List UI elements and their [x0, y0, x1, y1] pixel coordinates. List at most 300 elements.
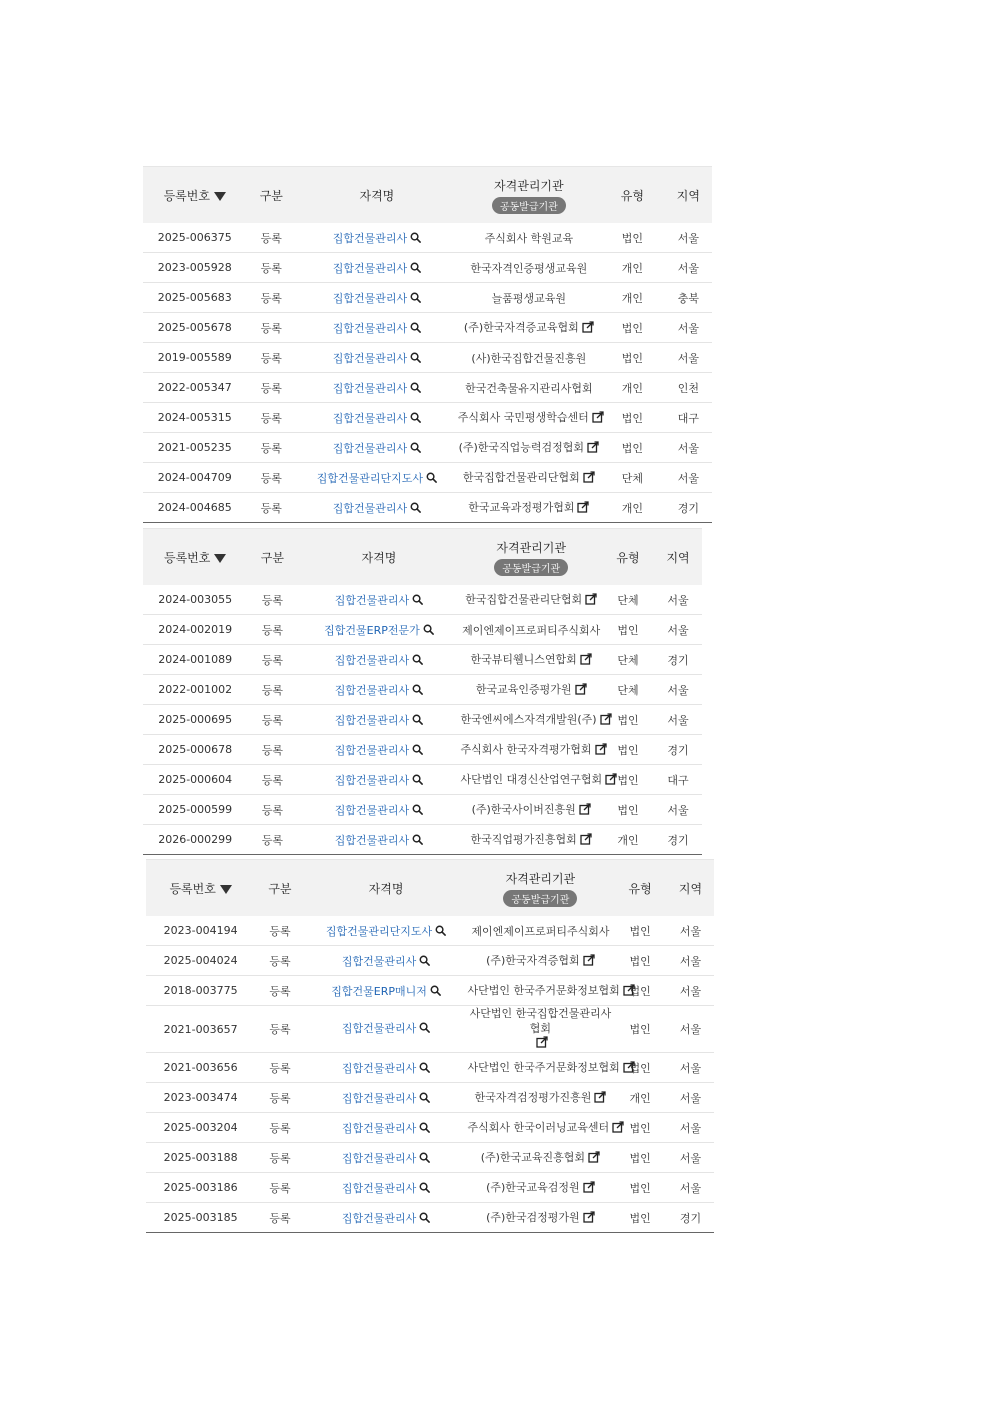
qualification-link[interactable]: 집합건물관리사 [334, 803, 410, 817]
qualification-link[interactable]: 집합건물관리사 [341, 954, 417, 968]
region: 경기 [654, 645, 702, 675]
search-icon[interactable] [419, 1182, 430, 1196]
table-row [146, 1143, 714, 1173]
region: 서울 [667, 1006, 714, 1053]
search-icon[interactable] [419, 1022, 430, 1037]
external-link-icon[interactable] [588, 1151, 600, 1166]
header-row [146, 860, 714, 917]
category: 등록 [247, 403, 297, 433]
institution-name: 한국뷰티웰니스연합회 [470, 653, 577, 667]
external-link-icon[interactable] [585, 593, 597, 608]
category: 등록 [247, 343, 297, 373]
table-row [143, 433, 712, 463]
qualification-link[interactable]: 집합건물관리단지도사 [325, 924, 433, 938]
registry-table-1 [143, 166, 712, 523]
category: 등록 [247, 313, 297, 343]
search-icon[interactable] [419, 1092, 430, 1106]
category: 등록 [247, 615, 297, 645]
qualification-link[interactable]: 집합건물관리단지도사 [316, 471, 424, 485]
qualification-cell [296, 493, 458, 523]
institution-name: 한국집합건물관리단협회 [465, 593, 583, 607]
search-icon[interactable] [419, 1152, 430, 1166]
table-row [146, 976, 714, 1006]
registry-table-3 [146, 859, 714, 1233]
qualification-link[interactable]: 집합건물관리사 [334, 593, 410, 607]
external-link-icon[interactable] [583, 1181, 595, 1196]
org-type: 법인 [600, 403, 665, 433]
table-row [143, 705, 702, 735]
org-type: 단체 [602, 675, 654, 705]
category: 등록 [247, 735, 297, 765]
qualification-link[interactable]: 집합건물관리사 [341, 1121, 417, 1135]
search-icon[interactable] [410, 322, 421, 336]
qualification-cell [305, 1006, 468, 1053]
org-type: 법인 [613, 1173, 667, 1203]
category: 등록 [255, 1143, 304, 1173]
col-category: 구분 [255, 860, 304, 917]
org-type: 법인 [613, 946, 667, 976]
col-reg-no[interactable]: 등록번호 [143, 529, 247, 586]
institution-name: (주)한국자격증협회 [486, 954, 580, 968]
institution-name: 주식회사 학원교육 [484, 231, 574, 245]
qualification-cell [297, 765, 460, 795]
reg-number: 2025-003188 [146, 1143, 255, 1173]
table-row [146, 1113, 714, 1143]
qualification-cell [297, 735, 460, 765]
sort-desc-icon[interactable] [220, 885, 232, 894]
institution-name: 한국교육과정평가협회 [468, 501, 575, 515]
institution-name: 사단법인 한국집합건물관리사협회 [469, 1007, 612, 1035]
institution-name: (주)한국교육검정원 [486, 1181, 580, 1195]
qualification-link[interactable]: 집합건물관리사 [341, 1181, 417, 1195]
external-link-icon[interactable] [575, 683, 587, 698]
org-type: 법인 [613, 976, 667, 1006]
reg-number: 2022-001002 [143, 675, 247, 705]
institution-cell [458, 283, 600, 313]
search-icon[interactable] [430, 985, 441, 999]
institution-name: 주식회사 한국자격평가협회 [460, 743, 592, 757]
search-icon[interactable] [412, 834, 423, 848]
table-row [146, 1203, 714, 1233]
region: 서울 [667, 916, 714, 946]
institution-cell [467, 1173, 613, 1203]
qualification-cell [297, 585, 460, 615]
region: 대구 [665, 403, 712, 433]
region: 인천 [665, 373, 712, 403]
qualification-cell [296, 313, 458, 343]
qualification-link[interactable]: 집합건물관리사 [334, 743, 410, 757]
institution-name: 사단법인 한국주거문화정보협회 [467, 1061, 620, 1075]
category: 등록 [247, 223, 297, 253]
institution-cell [458, 403, 600, 433]
table-row [146, 916, 714, 946]
col-institution-label: 자격관리기관 [494, 178, 564, 193]
qualification-link[interactable]: 집합건물관리사 [332, 291, 408, 305]
table-row [143, 735, 702, 765]
category: 등록 [255, 1083, 304, 1113]
institution-cell [458, 463, 600, 493]
table-row [146, 1173, 714, 1203]
qualification-link[interactable]: 집합건물ERP전문가 [324, 623, 420, 637]
col-type: 유형 [613, 860, 667, 917]
org-type: 법인 [602, 705, 654, 735]
category: 등록 [247, 493, 297, 523]
region: 서울 [665, 463, 712, 493]
qualification-link[interactable]: 집합건물관리사 [332, 231, 408, 245]
region: 경기 [665, 493, 712, 523]
search-icon[interactable] [412, 684, 423, 698]
external-link-icon[interactable] [583, 1211, 595, 1226]
region: 충북 [665, 283, 712, 313]
search-icon[interactable] [412, 804, 423, 818]
org-type: 법인 [602, 795, 654, 825]
col-region: 지역 [665, 167, 712, 224]
search-icon[interactable] [410, 292, 421, 306]
table-row [143, 403, 712, 433]
region: 서울 [665, 343, 712, 373]
col-institution [458, 167, 600, 224]
category: 등록 [255, 946, 304, 976]
co-issue-badge: 공동발급기관 [492, 197, 566, 214]
col-qualification: 자격명 [296, 167, 458, 224]
search-icon[interactable] [412, 654, 423, 668]
reg-number: 2021-003657 [146, 1006, 255, 1053]
institution-cell [458, 253, 600, 283]
table-row [143, 493, 712, 523]
co-issue-badge: 공동발급기관 [503, 890, 577, 907]
qualification-link[interactable]: 집합건물관리사 [332, 381, 408, 395]
org-type: 법인 [613, 916, 667, 946]
reg-number: 2025-000604 [143, 765, 247, 795]
external-link-icon[interactable] [579, 803, 591, 818]
external-link-icon[interactable] [580, 833, 592, 848]
reg-number: 2023-004194 [146, 916, 255, 946]
registry-table-2 [143, 528, 702, 855]
qualification-link[interactable]: 집합건물관리사 [334, 653, 410, 667]
qualification-cell [296, 343, 458, 373]
header-row [143, 167, 712, 224]
reg-number: 2022-005347 [143, 373, 247, 403]
reg-number: 2018-003775 [146, 976, 255, 1006]
qualification-link[interactable]: 집합건물관리사 [341, 1061, 417, 1075]
external-link-icon[interactable] [600, 713, 612, 728]
institution-cell [467, 1083, 613, 1113]
reg-number: 2021-005235 [143, 433, 247, 463]
search-icon[interactable] [419, 1212, 430, 1226]
reg-number: 2021-003656 [146, 1053, 255, 1083]
region: 서울 [667, 1173, 714, 1203]
region: 서울 [654, 795, 702, 825]
institution-cell [467, 1113, 613, 1143]
external-link-icon[interactable] [583, 471, 595, 486]
org-type: 법인 [613, 1006, 667, 1053]
org-type: 법인 [613, 1113, 667, 1143]
col-type: 유형 [600, 167, 665, 224]
table-row [143, 343, 712, 373]
qualification-cell [297, 675, 460, 705]
category: 등록 [255, 1173, 304, 1203]
table-row [143, 313, 712, 343]
institution-cell [458, 223, 600, 253]
institution-name: (주)한국사이버진흥원 [471, 803, 576, 817]
qualification-link[interactable]: 집합건물관리사 [332, 411, 408, 425]
institution-name: 한국직업평가진흥협회 [470, 833, 577, 847]
qualification-cell [305, 1203, 468, 1233]
institution-name: (주)한국검정평가원 [486, 1211, 580, 1225]
org-type: 법인 [602, 735, 654, 765]
institution-name: (주)한국자격증교육협회 [463, 321, 579, 335]
category: 등록 [247, 795, 297, 825]
external-link-icon[interactable] [577, 501, 589, 516]
qualification-link[interactable]: 집합건물관리사 [334, 773, 410, 787]
institution-name: 한국교육인증평가원 [475, 683, 572, 697]
external-link-icon[interactable] [583, 954, 595, 969]
org-type: 개인 [600, 283, 665, 313]
external-link-icon[interactable] [592, 411, 604, 426]
region: 서울 [667, 1083, 714, 1113]
table-row [146, 946, 714, 976]
institution-cell [467, 976, 620, 1006]
search-icon[interactable] [410, 262, 421, 276]
search-icon[interactable] [435, 925, 446, 939]
category: 등록 [247, 675, 297, 705]
qualification-cell [296, 223, 458, 253]
org-type: 법인 [600, 343, 665, 373]
category: 등록 [255, 1053, 304, 1083]
institution-name: 사단법인 대경신산업연구협회 [460, 773, 603, 787]
qualification-link[interactable]: 집합건물관리사 [332, 351, 408, 365]
institution-cell [467, 1053, 620, 1083]
org-type: 법인 [613, 1203, 667, 1233]
col-reg-no[interactable]: 등록번호 [146, 860, 255, 917]
institution-cell [460, 735, 601, 765]
reg-number: 2025-000599 [143, 795, 247, 825]
qualification-cell [296, 283, 458, 313]
external-link-icon[interactable] [605, 773, 617, 788]
external-link-icon[interactable] [580, 653, 592, 668]
search-icon[interactable] [410, 502, 421, 516]
col-category: 구분 [247, 167, 297, 224]
qualification-link[interactable]: 집합건물관리사 [341, 1151, 417, 1165]
qualification-cell [296, 433, 458, 463]
org-type: 개인 [600, 253, 665, 283]
external-link-icon[interactable] [595, 743, 607, 758]
org-type: 단체 [602, 585, 654, 615]
reg-number: 2025-003204 [146, 1113, 255, 1143]
qualification-cell [305, 946, 468, 976]
institution-name: (사)한국집합건물진흥원 [471, 351, 587, 365]
institution-name: 주식회사 국민평생학습센터 [457, 411, 589, 425]
external-link-icon[interactable] [587, 441, 599, 456]
region: 서울 [654, 675, 702, 705]
search-icon[interactable] [412, 594, 423, 608]
reg-number: 2024-002019 [143, 615, 247, 645]
org-type: 법인 [613, 1143, 667, 1173]
institution-cell [460, 705, 601, 735]
institution-name: 한국건축물유지관리사협회 [465, 381, 593, 395]
sort-desc-icon[interactable] [214, 192, 226, 201]
qualification-link[interactable]: 집합건물관리사 [332, 501, 408, 515]
qualification-cell [305, 1083, 468, 1113]
institution-name: 늘품평생교육원 [491, 291, 567, 305]
search-icon[interactable] [426, 472, 437, 486]
region: 서울 [665, 433, 712, 463]
search-icon[interactable] [423, 624, 434, 638]
external-link-icon[interactable] [612, 1121, 624, 1136]
qualification-link[interactable]: 집합건물관리사 [334, 833, 410, 847]
institution-cell [467, 946, 613, 976]
org-type: 단체 [602, 645, 654, 675]
qualification-link[interactable]: 집합건물관리사 [332, 441, 408, 455]
region: 서울 [654, 585, 702, 615]
category: 등록 [247, 283, 297, 313]
col-institution [460, 529, 601, 586]
search-icon[interactable] [410, 442, 421, 456]
qualification-link[interactable]: 집합건물관리사 [334, 713, 410, 727]
table-row [143, 765, 702, 795]
org-type: 개인 [600, 373, 665, 403]
table-row [143, 253, 712, 283]
region: 서울 [665, 223, 712, 253]
reg-number: 2023-005928 [143, 253, 247, 283]
reg-number: 2025-004024 [146, 946, 255, 976]
institution-name: 제이엔제이프로퍼티주식회사 [471, 924, 610, 938]
reg-number: 2024-004709 [143, 463, 247, 493]
qualification-link[interactable]: 집합건물관리사 [334, 683, 410, 697]
qualification-link[interactable]: 집합건물관리사 [332, 261, 408, 275]
qualification-cell [297, 645, 460, 675]
external-link-icon[interactable] [594, 1091, 606, 1106]
qualification-cell [297, 825, 460, 855]
institution-cell [460, 675, 601, 705]
header-row [143, 529, 702, 586]
org-type: 법인 [600, 313, 665, 343]
category: 등록 [247, 463, 297, 493]
search-icon[interactable] [419, 1062, 430, 1076]
institution-name: 한국엔씨에스자격개발원(주) [460, 713, 597, 727]
table-row [143, 373, 712, 403]
org-type: 법인 [602, 615, 654, 645]
table-row [143, 825, 702, 855]
reg-number: 2024-004685 [143, 493, 247, 523]
col-qualification: 자격명 [305, 860, 468, 917]
category: 등록 [255, 976, 304, 1006]
region: 경기 [654, 735, 702, 765]
table-row [143, 585, 702, 615]
external-link-icon[interactable] [536, 1036, 548, 1052]
qualification-cell [305, 1113, 468, 1143]
reg-number: 2023-003474 [146, 1083, 255, 1113]
category: 등록 [255, 1006, 304, 1053]
table-row [143, 675, 702, 705]
table-row [143, 645, 702, 675]
col-institution [467, 860, 613, 917]
org-type: 법인 [600, 223, 665, 253]
qualification-link[interactable]: 집합건물관리사 [341, 1091, 417, 1105]
search-icon[interactable] [410, 352, 421, 366]
region: 서울 [665, 253, 712, 283]
institution-name: (주)한국직업능력검정협회 [458, 441, 585, 455]
reg-number: 2019-005589 [143, 343, 247, 373]
institution-cell [458, 343, 600, 373]
reg-number: 2025-005678 [143, 313, 247, 343]
region: 서울 [665, 313, 712, 343]
qualification-cell [305, 1053, 468, 1083]
institution-name: 제이엔제이프로퍼티주식회사 [462, 623, 601, 637]
col-type: 유형 [602, 529, 654, 586]
table-row [146, 1006, 714, 1053]
category: 등록 [255, 1203, 304, 1233]
qualification-cell [305, 916, 468, 946]
qualification-link[interactable]: 집합건물관리사 [341, 1022, 417, 1036]
qualification-link[interactable]: 집합건물관리사 [332, 321, 408, 335]
institution-name: 한국집합건물관리단협회 [462, 471, 580, 485]
institution-cell [460, 825, 601, 855]
search-icon[interactable] [410, 382, 421, 396]
search-icon[interactable] [410, 232, 421, 246]
org-type: 법인 [613, 1053, 667, 1083]
region: 경기 [654, 825, 702, 855]
col-reg-no[interactable]: 등록번호 [143, 167, 247, 224]
qualification-cell [297, 705, 460, 735]
table-row [143, 795, 702, 825]
category: 등록 [247, 825, 297, 855]
qualification-link[interactable]: 집합건물관리사 [341, 1211, 417, 1225]
col-region: 지역 [654, 529, 702, 586]
table-row [143, 283, 712, 313]
search-icon[interactable] [412, 714, 423, 728]
search-icon[interactable] [410, 412, 421, 426]
region: 서울 [654, 705, 702, 735]
col-institution-label: 자격관리기관 [505, 871, 576, 886]
qualification-cell [305, 1173, 468, 1203]
reg-number: 2025-006375 [143, 223, 247, 253]
region: 서울 [654, 615, 702, 645]
institution-name: 주식회사 한국이러닝교육센터 [467, 1121, 610, 1135]
qualification-link[interactable]: 집합건물ERP매니저 [331, 984, 427, 998]
institution-cell [458, 433, 600, 463]
institution-cell [460, 645, 601, 675]
category: 등록 [247, 585, 297, 615]
institution-cell [467, 1143, 613, 1173]
category: 등록 [247, 433, 297, 463]
search-icon[interactable] [412, 744, 423, 758]
col-region: 지역 [667, 860, 714, 917]
reg-number: 2024-003055 [143, 585, 247, 615]
institution-cell [460, 585, 601, 615]
external-link-icon[interactable] [582, 321, 594, 336]
search-icon[interactable] [419, 955, 430, 969]
reg-number: 2025-000695 [143, 705, 247, 735]
qualification-cell [296, 463, 458, 493]
region: 서울 [667, 946, 714, 976]
region: 대구 [654, 765, 702, 795]
search-icon[interactable] [412, 774, 423, 788]
category: 등록 [247, 765, 297, 795]
reg-number: 2025-005683 [143, 283, 247, 313]
reg-number: 2025-003185 [146, 1203, 255, 1233]
qualification-cell [297, 795, 460, 825]
sort-desc-icon[interactable] [214, 554, 226, 563]
reg-number: 2024-005315 [143, 403, 247, 433]
institution-cell [460, 615, 601, 645]
qualification-cell [305, 976, 468, 1006]
qualification-cell [296, 373, 458, 403]
institution-cell [467, 1006, 613, 1053]
table-row [143, 463, 712, 493]
region: 경기 [667, 1203, 714, 1233]
search-icon[interactable] [419, 1122, 430, 1136]
